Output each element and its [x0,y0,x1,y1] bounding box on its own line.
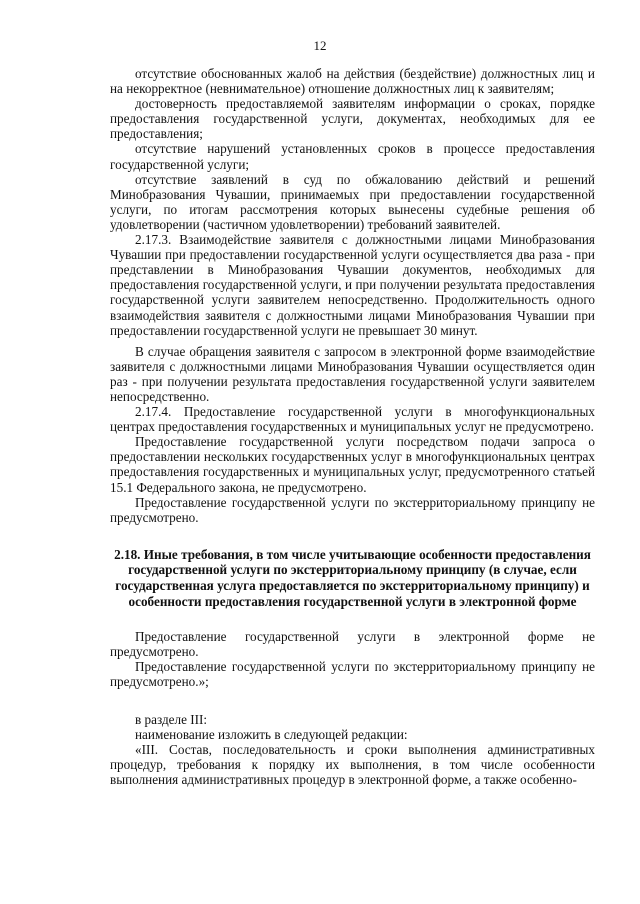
paragraph: Предоставление государственной услуги в электронной форме не предусмотрено. [110,629,595,660]
paragraph: отсутствие обоснованных жалоб на действия (бездействие) должностных лиц и на некорректное (невнимательное) отношение должностных лиц к заявителям; [110,66,595,97]
paragraph: «III. Состав, последовательность и сроки выполнения административных процедур, требования к порядку их выполнения, в том числе особенности выполнения административных процедур в электронной форме, а также особенно- [110,741,595,787]
paragraph: Предоставление государственной услуги посредством подачи запроса о предоставлении нескольких государственных услуг в многофункциональных центрах предоставления государственных и муниципальных услуг, предусмотренного статьей 15.1 Федерального закона, не предусмотрено. [110,434,595,495]
paragraph: наименование изложить в следующей редакции: [135,726,408,742]
document-body [110,66,595,787]
page-number: 12 [313,38,327,53]
paragraph: достоверность предоставляемой заявителям информации о сроках, порядке предоставления государственной услуги, документах, необходимых для ее предоставления; [110,96,595,142]
paragraph: отсутствие заявлений в суд по обжалованию действий и решений Минобразования Чувашии, принимаемых при предоставлении государственной услуги, по итогам рассмотрения которых вынесены судебные решения об удовлетворении (частичном удовлетворении) требований заявителей. [110,171,595,232]
paragraph: В случае обращения заявителя с запросом в электронной форме взаимодействие заявителя с должностными лицами Минобразования Чувашии осуществляется один раз - при получении результата предоставления государственной услуги заявителем непосредственно. [110,343,595,404]
paragraph: 2.17.3. Взаимодействие заявителя с должностными лицами Минобразования Чувашии при предоставлении государственной услуги осуществляется два раза - при представлении в Минобразования Чувашии документов, необходимых для предоставления государственной услуги, и при получении результата предоставления государственной услуги заявителем непосредственно. Продолжительность одного взаимодействия заявителя с должностными лицами Минобразования Чувашии при предоставлении государственной услуги не превышает 30 минут. [110,232,595,338]
paragraph: отсутствие нарушений установленных сроков в процессе предоставления государственной услуги; [110,141,595,172]
paragraph: Предоставление государственной услуги по экстерриториальному принципу не предусмотрено.»; [110,659,595,690]
section-heading: 2.18. Иные требования, в том числе учитывающие особенности предоставления государственной услуги по экстерриториальному принципу (в случае, если государственная услуга предоставляется по экстерриториальному принципу) и особенности предоставления государственной услуги в электронной форме [114,546,591,609]
paragraph: 2.17.4. Предоставление государственной услуги в многофункциональных центрах предоставления государственных и муниципальных услуг не предусмотрено. [110,404,595,435]
paragraph: в разделе III: [135,711,208,727]
paragraph: Предоставление государственной услуги по экстерриториальному принципу не предусмотрено. [110,494,595,525]
